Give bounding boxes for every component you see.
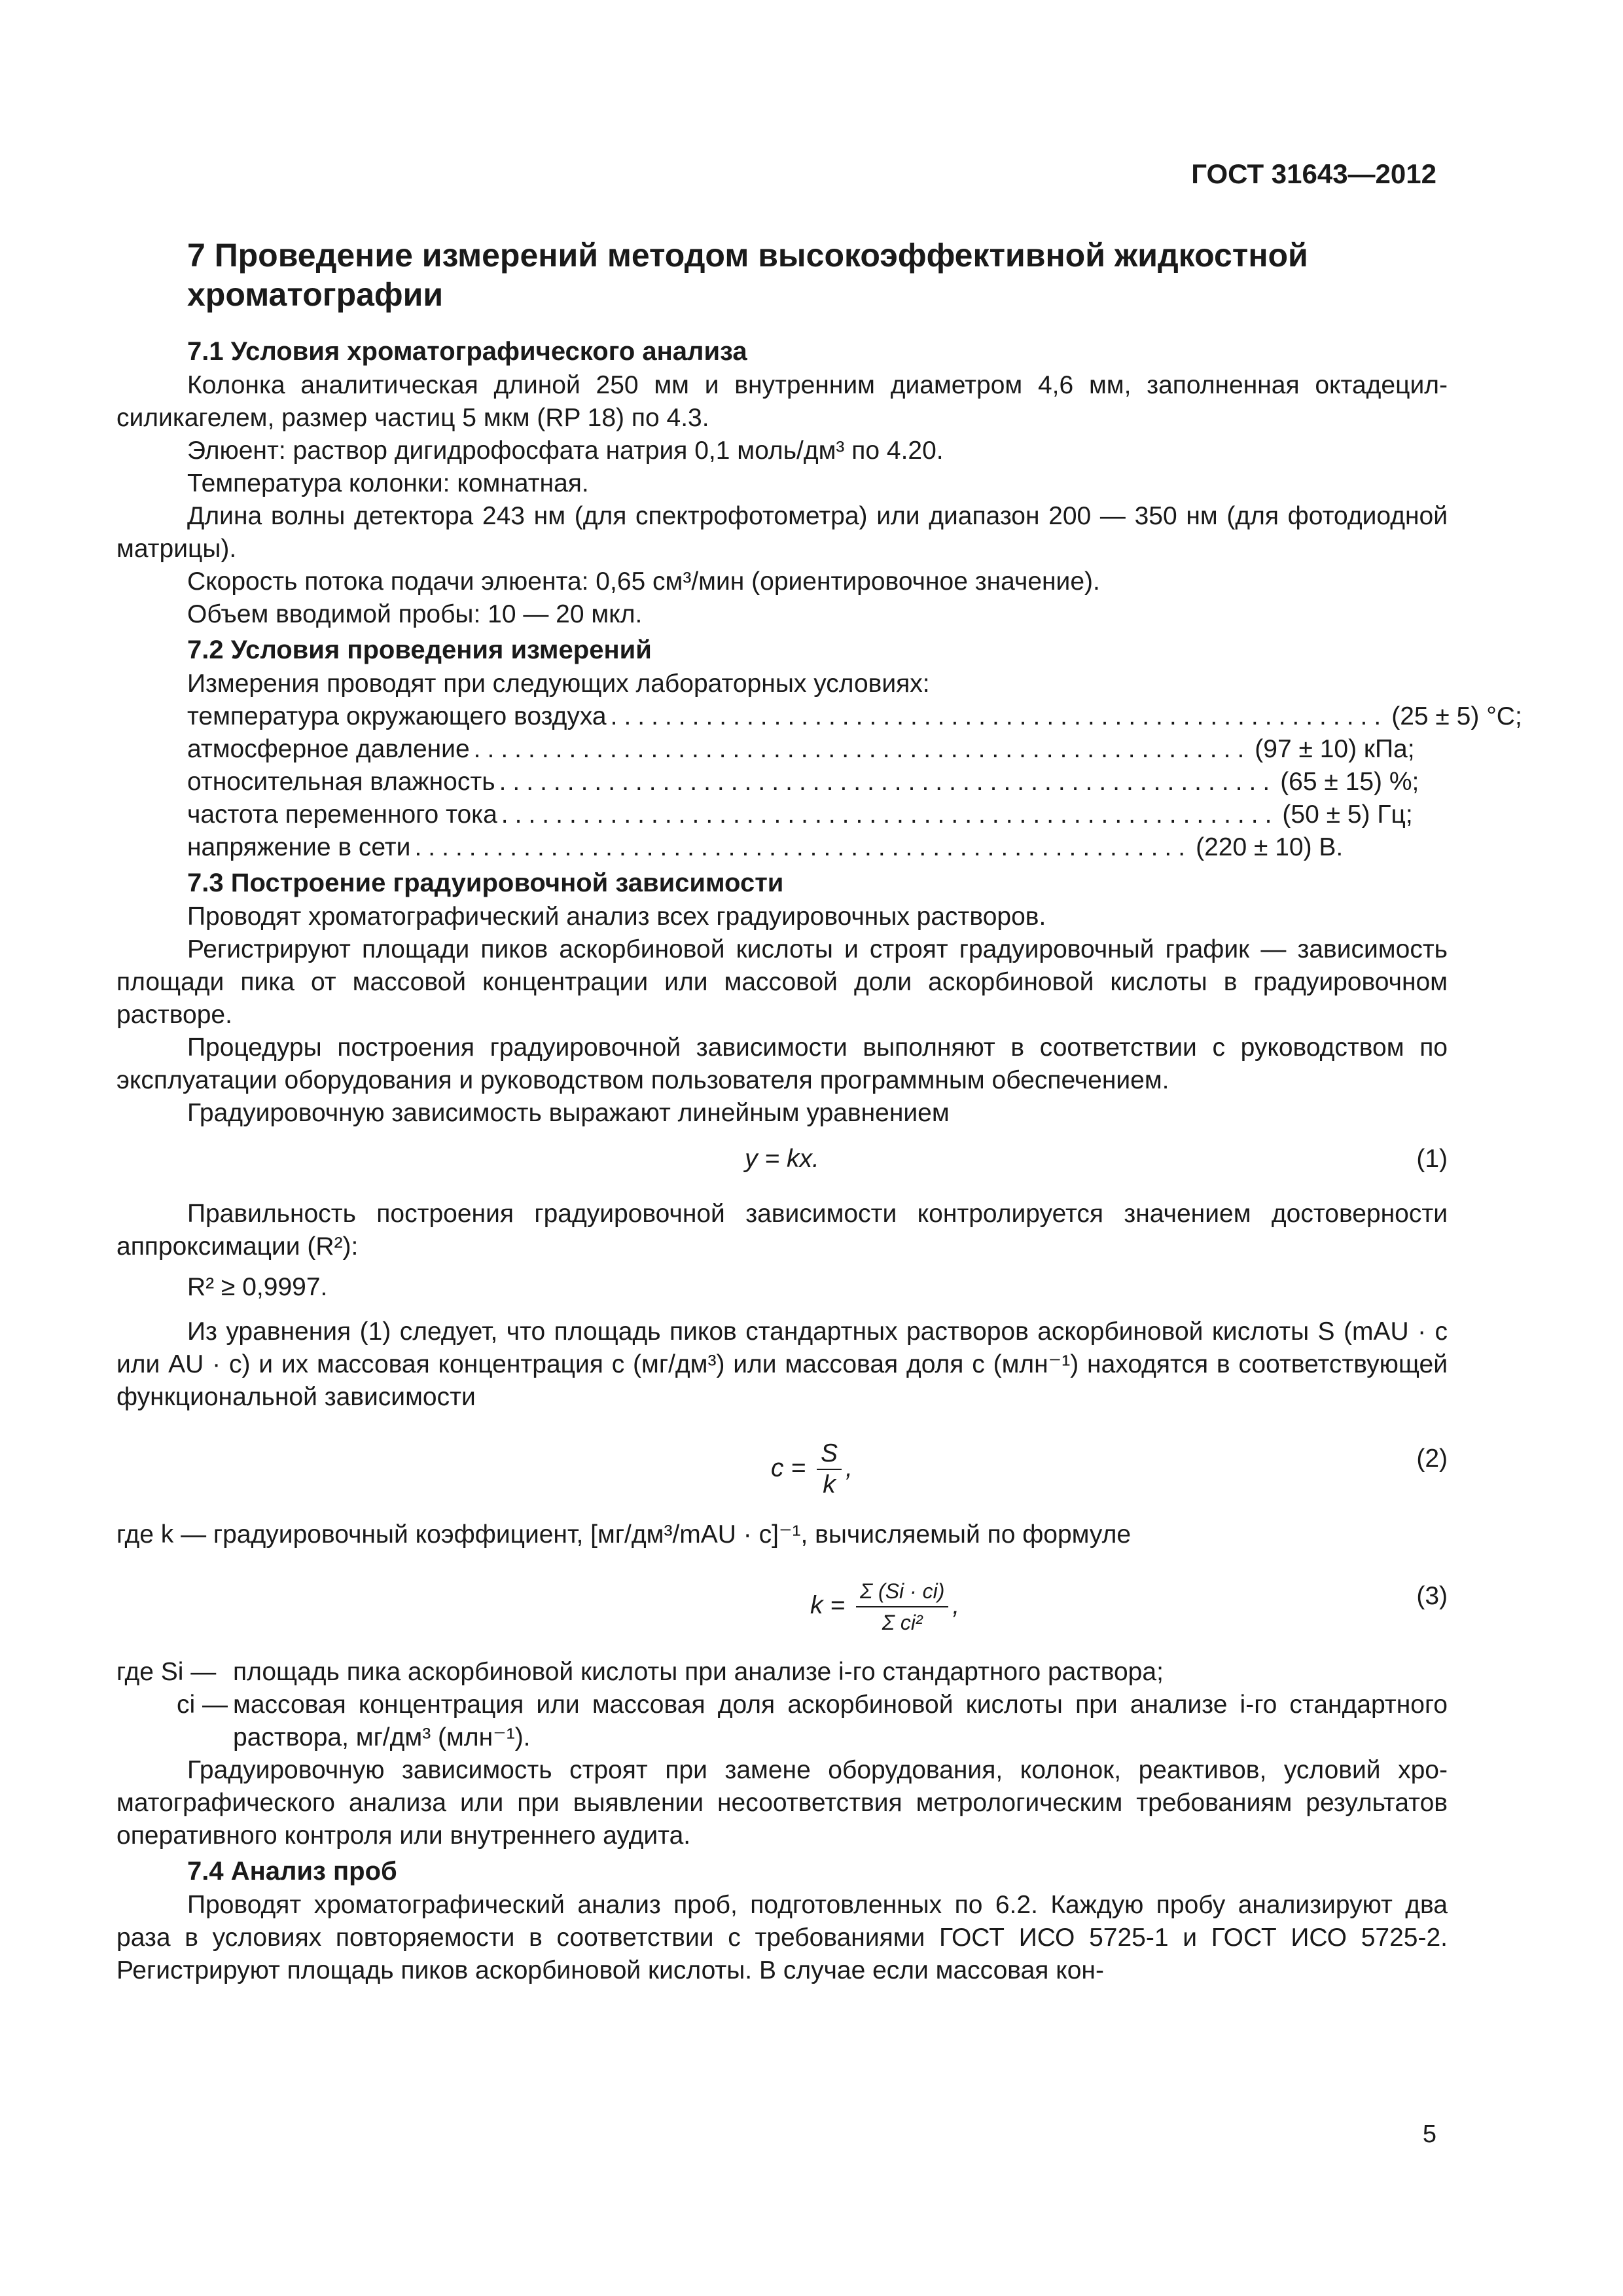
fraction [817, 1439, 842, 1500]
paragraph: Правильность построения градуировочной зависимости контролируется значением достоверности аппроксимации (R²): [116, 1200, 1448, 1261]
paragraph: Регистрируют площади пиков аскорбиновой кислоты и строят градуировочный график — зависимость площади пика от массовой концентрации или массовой доли аскорбиновой кислоты в градуировочном растворе. [116, 935, 1448, 1029]
heading-7-2: 7.2 Условия проведения измерений [187, 636, 652, 664]
equation-lhs: c = [771, 1454, 806, 1482]
page-number: 5 [1422, 2121, 1436, 2148]
equation-tail: , [845, 1454, 853, 1482]
paragraph: Элюент: раствор дигидрофосфата натрия 0,1 моль/дм³ по 4.20. [187, 437, 944, 465]
condition-value: (65 ± 15) %; [1280, 768, 1419, 796]
condition-label: напряжение в сети [187, 833, 411, 861]
equation-2 [116, 1420, 1448, 1512]
leader-dots: ......................................................... [414, 833, 1192, 861]
paragraph: где k — градуировочный коэффициент, [мг/дм³/mAU · с]⁻¹, вычисляемый по формуле [116, 1520, 1132, 1549]
equation-3 [116, 1558, 1448, 1649]
condition-row [187, 798, 1413, 831]
leader-dots: ......................................................... [610, 702, 1388, 730]
condition-value: (50 ± 5) Гц; [1282, 800, 1413, 829]
condition-label: относительная влажность [187, 768, 495, 796]
heading-7-3: 7.3 Построение градуировочной зависимости [187, 869, 784, 897]
paragraph: Процедуры построения градуировочной зависимости выполняют в соответствии с руководством по эксплуатации оборудования и руководством пользователя программным обеспечением. [116, 1033, 1448, 1094]
equation-expression [771, 1439, 853, 1500]
definition-s [116, 1656, 1448, 1689]
condition-row [187, 700, 1522, 733]
conditions-list [187, 700, 1522, 864]
paragraph: Измерения проводят при следующих лабораторных условиях: [187, 670, 930, 698]
r-squared-criterion: R² ≥ 0,9997. [187, 1273, 328, 1301]
paragraph: Проводят хроматографический анализ проб, подготовленных по 6.2. Каждую пробу анализируют два раза в условиях повторяемости в соответствии с требованиями ГОСТ ИСО 5725-1 и ГОСТ ИСО 5725-2. Регистрируют площадь пиков аскорбиновой кислоты. В случае если массовая кон- [116, 1891, 1448, 1984]
leader-dots: ......................................................... [499, 768, 1277, 796]
condition-row [187, 766, 1419, 798]
equation-number: (2) [1416, 1444, 1448, 1473]
denominator: Σ ci² [882, 1611, 923, 1634]
condition-value: (25 ± 5) °С; [1391, 702, 1522, 730]
condition-label: частота переменного тока [187, 800, 497, 829]
heading-7-4: 7.4 Анализ проб [187, 1857, 397, 1886]
condition-row [187, 831, 1344, 864]
condition-value: (97 ± 10) кПа; [1255, 735, 1415, 763]
numerator: Σ (Si · ci) [856, 1576, 948, 1607]
paragraph: Градуировочную зависимость выражают линейным уравнением [187, 1099, 950, 1127]
condition-label: атмосферное давление [187, 735, 470, 763]
condition-row [187, 733, 1415, 766]
paragraph: Из уравнения (1) следует, что площадь пиков стандартных растворов аскорбиновой кислоты S (mAU · c или AU · c) и их массовая концентрация c (мг/дм³) или массовая доля c (млн⁻¹) находятся в соответствующей функциональной зависимости [116, 1318, 1448, 1411]
definition-c [116, 1689, 1448, 1754]
leader-dots: ......................................................... [501, 800, 1279, 829]
equation-expression [810, 1576, 959, 1638]
condition-value: (220 ± 10) В. [1196, 833, 1344, 861]
section-title: 7 Проведение измерений методом высокоэффективной жидкостной хроматографии [187, 237, 1308, 313]
condition-label: температура окружающего воздуха [187, 702, 607, 730]
paragraph: Объем вводимой пробы: 10 — 20 мкл. [187, 600, 643, 628]
numerator: S [817, 1439, 842, 1470]
paragraph: Длина волны детектора 243 нм (для спектрофотометра) или диапазон 200 — 350 нм (для фотодиодной матрицы). [116, 502, 1448, 563]
definition-text: площадь пика аскорбиновой кислоты при анализе i-го стандартного раствора; [233, 1658, 1164, 1686]
equation-1 [116, 1143, 1448, 1182]
paragraph: Колонка аналитическая длиной 250 мм и внутренним диаметром 4,6 мм, заполненная октадецилсиликагелем, размер частиц 5 мкм (RP 18) по 4.3. [116, 371, 1448, 432]
equation-number: (1) [1416, 1145, 1448, 1173]
definition-symbol: где Si — [116, 1658, 217, 1686]
paragraph: Температура колонки: комнатная. [187, 469, 589, 497]
paragraph: Градуировочную зависимость строят при замене оборудования, колонок, реактивов, условий хроматографического анализа или при выявлении несоответствия метрологическим требованиям результатов оперативного контроля или внутреннего аудита. [116, 1756, 1448, 1850]
standard-header: ГОСТ 31643—2012 [1191, 158, 1436, 189]
equation-expression: y = kx. [745, 1145, 819, 1173]
equation-number: (3) [1416, 1582, 1448, 1610]
page-content [116, 236, 1522, 1987]
equation-tail: , [952, 1591, 960, 1620]
denominator: k [823, 1471, 836, 1499]
paragraph: Проводят хроматографический анализ всех градуировочных растворов. [187, 903, 1046, 931]
fraction [856, 1576, 948, 1638]
leader-dots: ......................................................... [473, 735, 1251, 763]
definition-symbol: ci — [177, 1691, 228, 1719]
definition-text: массовая концентрация или массовая доля аскорбиновой кислоты при анализе i-го стандартного раствора, мг/дм³ (млн⁻¹). [233, 1691, 1448, 1751]
heading-7-1: 7.1 Условия хроматографического анализа [187, 337, 747, 366]
equation-lhs: k = [810, 1591, 846, 1620]
paragraph: Скорость потока подачи элюента: 0,65 см³/мин (ориентировочное значение). [187, 567, 1100, 596]
